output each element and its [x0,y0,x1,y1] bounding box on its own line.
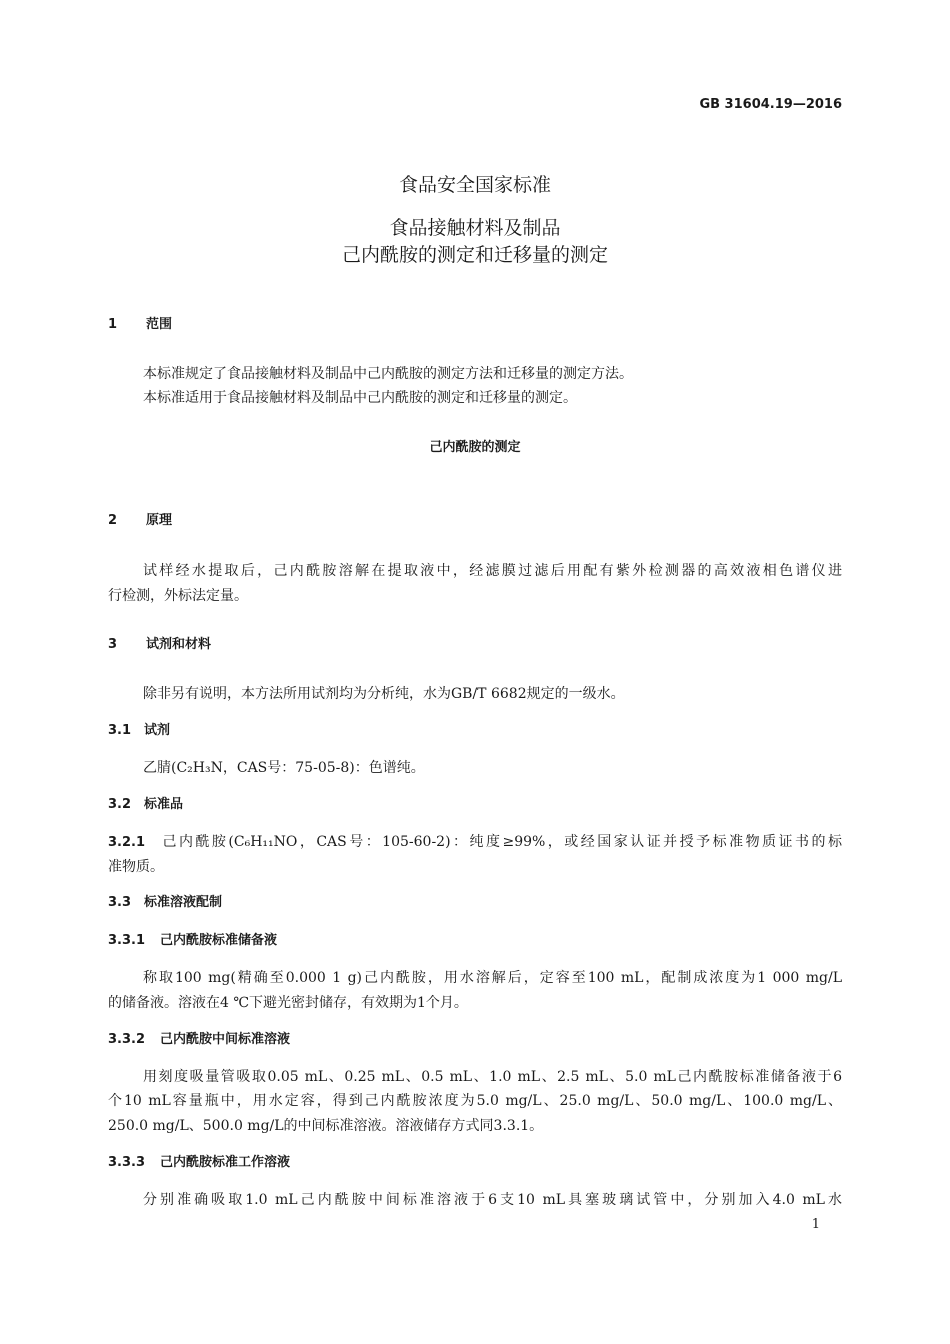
paragraph-line: 行检测，外标法定量。 [108,588,248,604]
section-title: 标准品 [144,797,184,812]
paragraph: 本标准适用于食品接触材料及制品中己内酰胺的测定和迁移量的测定。 [143,390,577,406]
clause-3-2-1 [108,832,842,853]
section-heading-3-3 [108,893,222,913]
section-number: 3.3.2 [108,1032,146,1047]
paragraph: 本标准规定了食品接触材料及制品中己内酰胺的测定方法和迁移量的测定方法。 [143,366,633,382]
section-title: 己内酰胺标准工作溶液 [160,1155,291,1170]
section-title: 试剂和材料 [146,637,212,652]
section-title: 标准溶液配制 [144,895,223,910]
section-number: 3.3.3 [108,1155,146,1170]
paragraph-line: 250.0 mg/L、500.0 mg/L的中间标准溶液。溶液储存方式同3.3.1。 [108,1118,544,1134]
section-title: 试剂 [144,723,171,738]
section-number: 3.2.1 [108,835,146,850]
document-title: 食品安全国家标准 [398,174,551,196]
section-heading-1 [108,315,172,335]
document-subtitle: 食品接触材料及制品 [389,217,561,239]
section-heading-3 [108,635,211,655]
section-heading-3-3-3 [108,1153,290,1173]
paragraph-line: 己内酰胺(C₆H₁₁NO，CAS号：105-60-2)：纯度≥99%，或经国家认证并授予标准物质证书的标 [160,834,842,850]
section-number: 3.3 [108,895,132,910]
paragraph-line: 用刻度吸量管吸取0.05 mL、0.25 mL、0.5 mL、1.0 mL、2.5 mL、5.0 mL己内酰胺标准储备液于6 [143,1069,842,1085]
section-title: 范围 [146,317,173,332]
paragraph-line: 的储备液。溶液在4 ℃下避光密封储存，有效期为1个月。 [108,995,468,1011]
section-heading-2 [108,511,172,531]
section-number: 2 [108,513,118,528]
section-number: 3.3.1 [108,933,146,948]
section-number: 3.2 [108,797,132,812]
section-number: 1 [108,317,118,332]
part-title: 己内酰胺的测定 [429,440,521,455]
standard-code: GB 31604.19—2016 [699,97,842,112]
paragraph-line: 个10 mL容量瓶中，用水定容，得到己内酰胺浓度为5.0 mg/L、25.0 mg/L、50.0 mg/L、100.0 mg/L、 [108,1093,842,1109]
section-number: 3 [108,637,118,652]
section-heading-3-1 [108,721,170,741]
paragraph-line: 准物质。 [108,859,164,875]
section-heading-3-3-2 [108,1030,290,1050]
paragraph: 乙腈(C₂H₃N，CAS号：75-05-8)：色谱纯。 [143,760,425,776]
paragraph: 除非另有说明，本方法所用试剂均为分析纯，水为GB/T 6682规定的一级水。 [143,686,625,702]
section-heading-3-3-1 [108,931,277,951]
paragraph-line: 称取100 mg(精确至0.000 1 g)己内酰胺，用水溶解后，定容至100 mL，配制成浓度为1 000 mg/L [143,970,842,986]
document-subtitle-2: 己内酰胺的测定和迁移量的测定 [341,244,608,266]
paragraph-line: 分别准确吸取1.0 mL己内酰胺中间标准溶液于6支10 mL具塞玻璃试管中，分别加入4.0 mL水 [143,1192,842,1208]
section-title: 原理 [146,513,173,528]
section-title: 己内酰胺标准储备液 [160,933,278,948]
section-title: 己内酰胺中间标准溶液 [160,1032,291,1047]
page-number: 1 [811,1217,820,1232]
section-heading-3-2 [108,795,183,815]
section-number: 3.1 [108,723,132,738]
paragraph-line: 试样经水提取后，己内酰胺溶解在提取液中，经滤膜过滤后用配有紫外检测器的高效液相色谱仪进 [143,563,842,579]
